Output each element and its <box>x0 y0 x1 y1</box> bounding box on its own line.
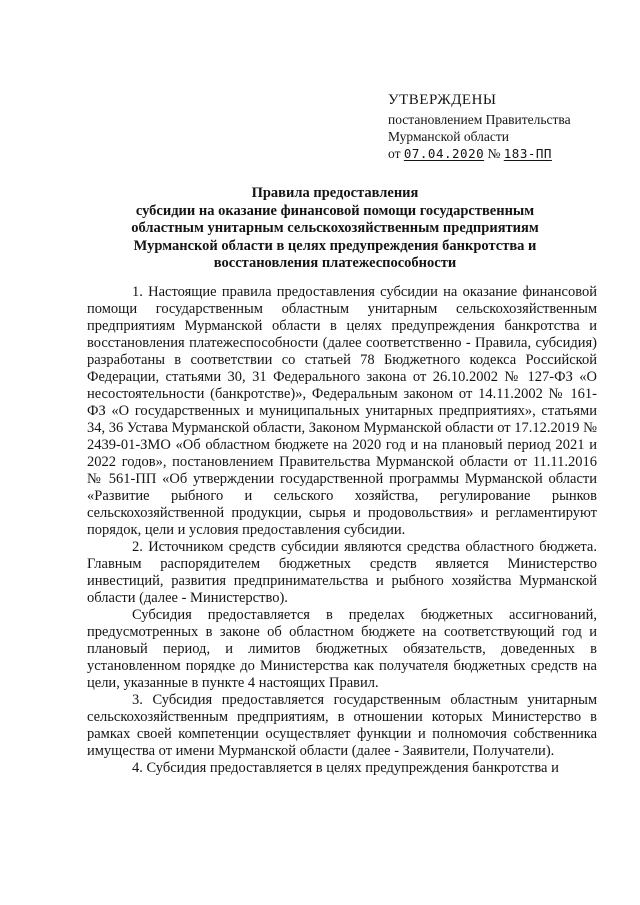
title-line-5: восстановления платежеспособности <box>213 255 457 271</box>
paragraph-1: 1. Настоящие правила предоставления субсидии на оказание финансовой помощи государственным областным унитарным сельскохозяйственным предприятиям Мурманской области в целях предупреждения банкротства и восстановления платежеспособности (далее соответственно - Правила, субсидия) разработаны в соответствии со статьей 78 Бюджетного кодекса Российской Федерации, статьями 30, 31 Федерального закона от 26.10.2002 № 127-ФЗ «О несостоятельности (банкротстве)», Федеральным законом от 14.11.2002 № 161-ФЗ «О государственных и муниципальных унитарных предприятиях», статьями 34, 36 Устава Мурманской области, Законом Мурманской области от 17.12.2019 № 2439-01-ЗМО «Об областном бюджете на 2020 год и на плановый период 2021 и 2022 годов», постановлением Правительства Мурманской области от 11.11.2016 № 561-ПП «Об утверждении государственной программы Мурманской области «Развитие рыбного и сельского хозяйства, регулирование рынков сельскохозяйственной продукции, сырья и продовольствия» и регламентируют порядок, цели и условия предоставления субсидии. <box>87 284 597 538</box>
approval-date-row <box>388 145 618 162</box>
title-line-2: субсидии на оказание финансовой помощи государственным <box>135 202 535 219</box>
title-line-4: Мурманской области в целях предупреждения банкротства и <box>133 237 537 254</box>
paragraph-3: Субсидия предоставляется в пределах бюджетных ассигнований, предусмотренных в законе об областном бюджете на соответствующий год и плановый период, и лимитов бюджетных обязательств, доведенных в установленном порядке до Министерства как получателя бюджетных средств на цели, указанные в пункте 4 настоящих Правил. <box>87 607 597 691</box>
approval-stamp <box>388 92 618 162</box>
approval-line-2: Мурманской области <box>388 129 509 144</box>
title-line-1: Правила предоставления <box>251 185 419 201</box>
approval-line-1: постановлением Правительства <box>388 112 571 127</box>
paragraph-2: 2. Источником средств субсидии являются средства областного бюджета. Главным распорядителем бюджетных средств является Министерство инвестиций, развития предпринимательства и рыбного хозяйства Мурманской области (далее - Министерство). <box>87 539 597 606</box>
number-prefix: № <box>487 146 501 161</box>
paragraph-5: 4. Субсидия предоставляется в целях предупреждения банкротства и <box>132 760 559 776</box>
paragraph-4: 3. Субсидия предоставляется государственным областным унитарным сельскохозяйственным предприятиям, в отношении которых Министерство в рамках своей компетенции осуществляет функции и полномочия собственника имущества от имени Мурманской области (далее - Заявители, Получатели). <box>87 692 597 759</box>
date-prefix: от <box>388 146 401 161</box>
document-title <box>120 185 550 273</box>
document-body <box>87 284 597 777</box>
approved-heading: УТВЕРЖДЕНЫ <box>388 92 497 108</box>
date-value: 07.04.2020 <box>403 146 485 161</box>
number-value: 183-ПП <box>503 146 552 161</box>
title-line-3: областным унитарным сельскохозяйственным предприятиям <box>131 220 539 236</box>
